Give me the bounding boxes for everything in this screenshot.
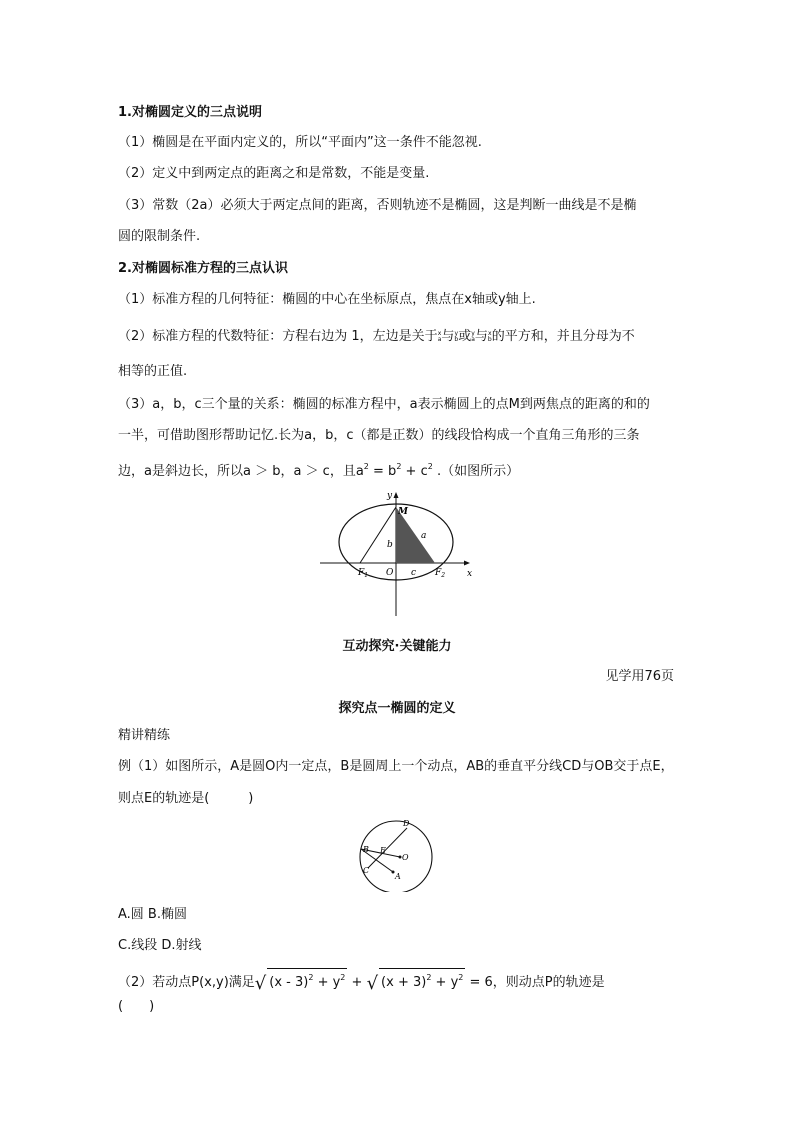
page-reference: 见学用76页	[605, 669, 674, 684]
label-c: C	[363, 866, 370, 875]
label-f2-sub: 2	[441, 572, 446, 579]
label-f1-main: F	[358, 568, 365, 578]
text-span: 的平方和，并且分母为不	[491, 329, 635, 344]
frac-den: b	[487, 336, 492, 343]
label-b: B	[363, 845, 369, 854]
option-cd: C.线段 D.射线	[118, 938, 202, 953]
example-text: 例（1）如图所示，A是圆O内一定点，B是圆周上一个动点，AB的垂直平分线CD与OB交于点E，	[118, 759, 674, 774]
option-ab: A.圆 B.椭圆	[118, 907, 187, 922]
question-2	[118, 968, 605, 993]
superscript: 2	[426, 973, 432, 982]
paragraph: 一半，可借助图形帮助记忆.长为a，b，c（都是正数）的线段恰构成一个直角三角形的三条	[118, 428, 640, 443]
circle-figure	[352, 812, 442, 892]
frac-num: y	[454, 330, 459, 337]
answer-blank: ( )	[118, 999, 155, 1014]
text-span: 边，a是斜边长，所以a ＞ b，a ＞ c，且a	[118, 464, 364, 479]
frac-num: x	[437, 330, 442, 337]
frac-den: a	[437, 336, 442, 343]
paragraph	[118, 328, 635, 346]
frac-den: a	[471, 336, 475, 343]
ellipse-figure	[318, 488, 478, 618]
superscript: 2	[458, 973, 464, 982]
superscript: 2	[363, 462, 369, 471]
paragraph: 圆的限制条件.	[118, 229, 201, 244]
text-span: = 6，则动点P的轨迹是	[465, 975, 605, 990]
label-a: A	[395, 872, 401, 881]
superscript: 2	[427, 462, 433, 471]
text-span: 与	[474, 329, 488, 344]
superscript: 2	[340, 973, 346, 982]
y-arrow	[394, 492, 399, 498]
text-span: + y	[313, 975, 341, 990]
sqrt-body	[379, 968, 465, 992]
text-span: + y	[431, 975, 459, 990]
text-span: = b	[368, 464, 397, 479]
label-f1-sub: 1	[364, 572, 369, 579]
x-arrow	[464, 561, 470, 566]
text-span: (x - 3)	[269, 975, 309, 990]
heading-interactive: 互动探究·关键能力	[342, 639, 452, 654]
frac-num: y	[471, 330, 475, 337]
label-o: O	[402, 853, 409, 862]
label-d: D	[403, 819, 410, 828]
paragraph: 相等的正值.	[118, 364, 188, 379]
line-cd	[368, 828, 407, 868]
section2-title: 2.对椭圆标准方程的三点认识	[118, 261, 288, 276]
text-span: .（如图所示）	[432, 464, 520, 479]
text-span: 与	[441, 329, 455, 344]
text-span: 或	[458, 329, 472, 344]
text-span: （2）标准方程的代数特征：方程右边为 1，左边是关于	[118, 329, 438, 344]
label-b: b	[387, 540, 393, 550]
intensive-label: 精讲精练	[118, 728, 171, 743]
paragraph: （1）标准方程的几何特征：椭圆的中心在坐标原点，焦点在x轴或y轴上.	[118, 292, 536, 307]
paragraph: （3）常数（2a）必须大于两定点间的距离，否则轨迹不是椭圆，这是判断一曲线是不是椭	[118, 198, 637, 213]
paragraph: （2）定义中到两定点的距离之和是常数，不能是变量.	[118, 166, 430, 181]
segment-f1-m	[360, 507, 396, 563]
paragraph: （3）a，b，c三个量的关系：椭圆的标准方程中，a表示椭圆上的点M到两焦点的距离的和的	[118, 397, 650, 412]
example-text: 则点E的轨迹是( )	[118, 791, 254, 806]
text-span: + c	[401, 464, 428, 479]
label-e: E	[380, 846, 386, 855]
label-f2	[434, 568, 445, 579]
paragraph: （1）椭圆是在平面内定义的，所以“平面内”这一条件不能忽视.	[118, 135, 482, 150]
label-x: x	[467, 569, 473, 579]
label-y: y	[387, 491, 393, 501]
label-a: a	[421, 531, 427, 541]
radical-sign: √	[366, 973, 379, 994]
superscript: 2	[308, 973, 314, 982]
radical-sign: √	[254, 973, 267, 994]
label-m: M	[398, 507, 408, 517]
superscript: 2	[396, 462, 402, 471]
sqrt-body	[267, 968, 347, 992]
label-f1	[357, 568, 368, 579]
label-f2-main: F	[435, 568, 442, 578]
frac-den: b	[454, 336, 459, 343]
text-span: (x + 3)	[381, 975, 427, 990]
heading-explore: 探究点一椭圆的定义	[338, 701, 456, 716]
label-o: O	[386, 568, 394, 578]
section1-title: 1.对椭圆定义的三点说明	[118, 105, 262, 120]
label-c: c	[411, 568, 417, 578]
text-span: （2）若动点P(x,y)满足	[118, 975, 255, 990]
frac-num: x	[488, 330, 492, 337]
text-span: +	[347, 975, 367, 990]
paragraph	[118, 458, 519, 481]
